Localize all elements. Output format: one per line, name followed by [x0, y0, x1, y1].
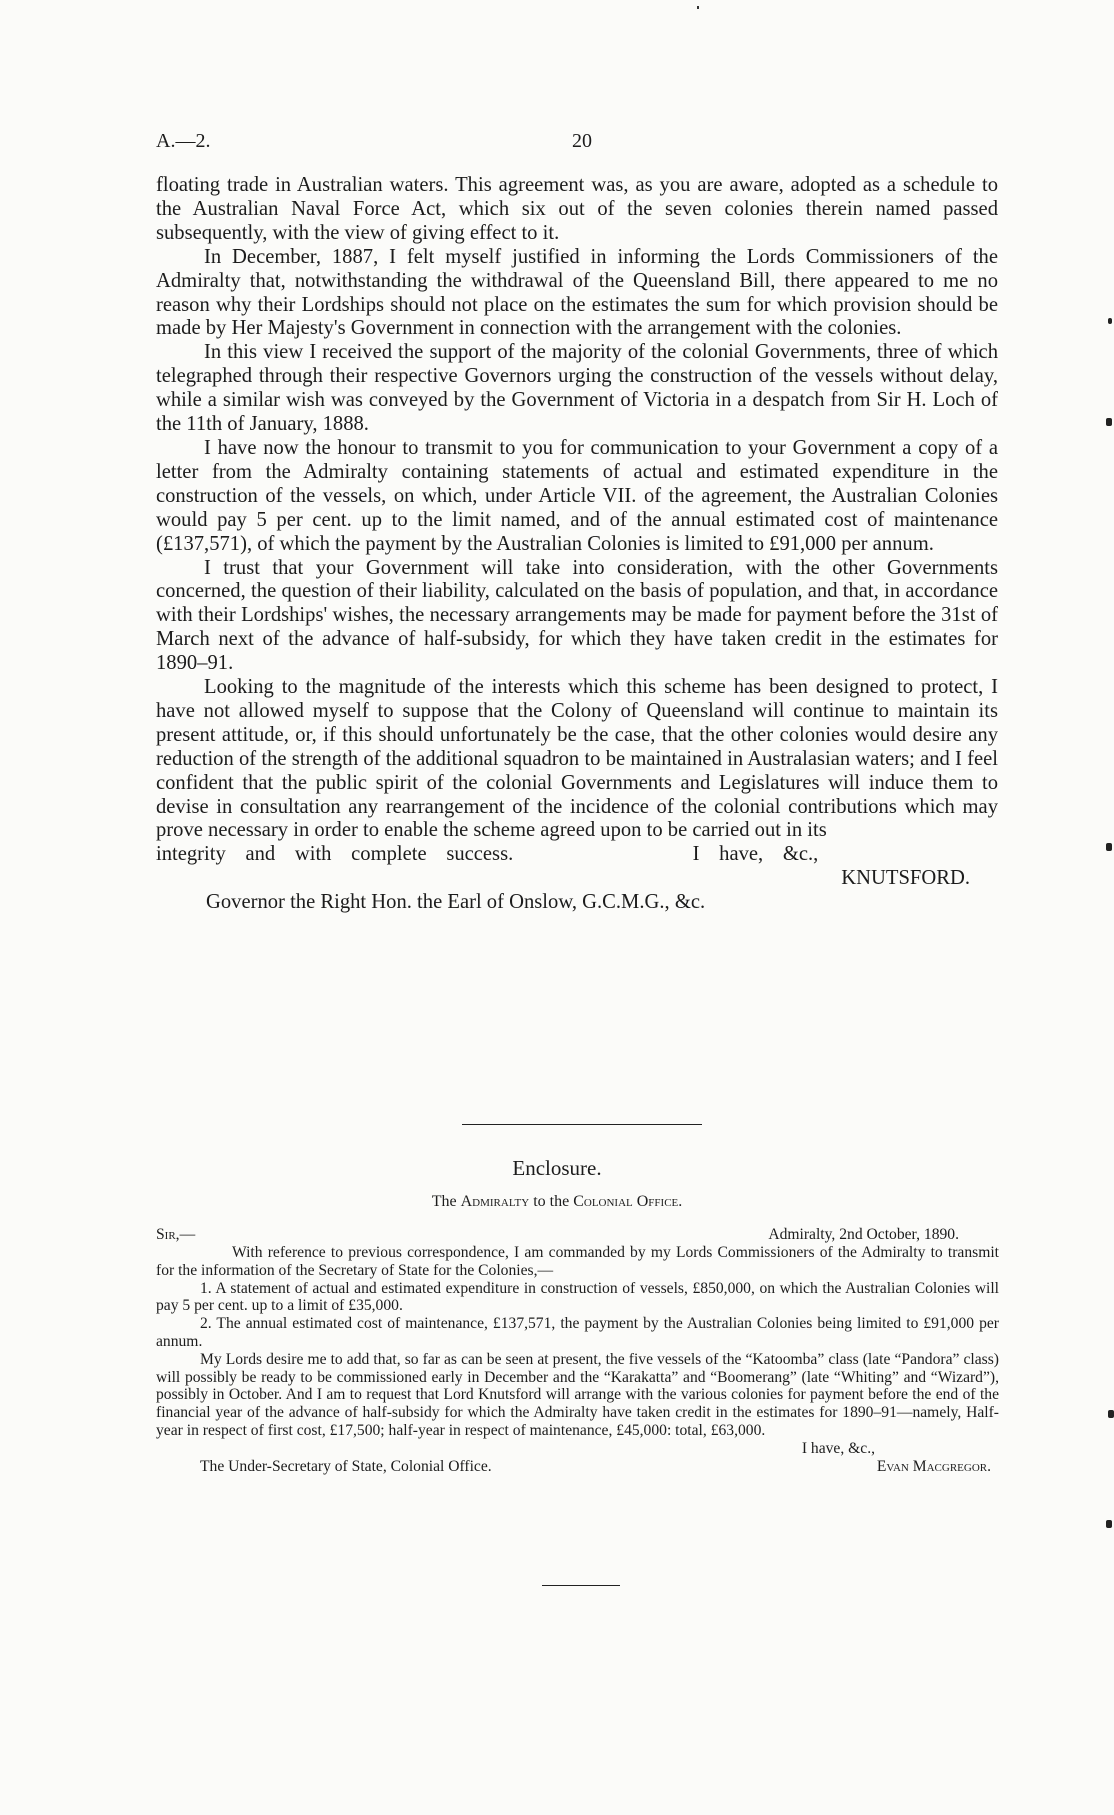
salutation-row — [156, 1226, 999, 1244]
despatch-body — [156, 174, 998, 915]
paragraph: I have now the honour to transmit to you for communication to your Government a copy of a letter from the Admiralty containing statements of actual and estimated expenditure in the construction of the vessels, on which, under Article VII. of the agreement, the Australian Colonies would pay 5 per cent. up to the limit named, and of the annual estimated cost of maintenance (£137,571), of which the payment by the Australian Colonies is limited to £91,000 per annum. — [156, 436, 998, 555]
scan-artifact — [697, 6, 699, 9]
letter-closing-phrase: I have, &c., — [801, 1439, 875, 1457]
closing-row — [156, 1440, 999, 1458]
page-number: 20 — [572, 130, 592, 152]
place-date: Admiralty, 2nd October, 1890. — [768, 1226, 959, 1243]
scan-artifact — [1106, 1520, 1112, 1528]
letter-item: 1. A statement of actual and estimated expenditure in construction of vessels, £850,000, on which the Australian Colonies will pay 5 per cent. up to a limit of £35,000. — [156, 1279, 999, 1315]
paper-reference: A.—2. — [156, 130, 211, 152]
letter-signature: Evan Macgregor. — [876, 1457, 991, 1475]
closing-line — [156, 843, 998, 867]
paragraph: In December, 1887, I felt myself justified in informing the Lords Commissioners of the Admiralty that, notwithstanding the withdrawal of the Queensland Bill, there appeared to me no reason why their Lordships should not place on the estimates the sum for which provision should be made by Her Majesty's Government in connection with the arrangement with the colonies. — [156, 245, 998, 340]
closing-text: integrity and with complete success. — [156, 843, 514, 866]
closing-phrase: I have, &c., — [692, 843, 819, 866]
scan-artifact — [1106, 418, 1112, 426]
subtitle-sender: Admiralty — [460, 1193, 530, 1210]
signature: KNUTSFORD. — [841, 867, 970, 890]
recipient-row — [156, 1458, 999, 1476]
scan-artifact — [1108, 1410, 1114, 1418]
section-divider — [462, 1124, 702, 1125]
letter-recipient: The Under-Secretary of State, Colonial Office. — [200, 1457, 492, 1475]
scan-artifact — [1106, 843, 1112, 851]
letter-paragraph: With reference to previous correspondence, I am commanded by my Lords Commissioners of the Admiralty to transmit for the information of the Secretary of State for the Colonies,— — [156, 1244, 999, 1279]
subtitle-the: The — [431, 1193, 457, 1210]
paragraph: I trust that your Government will take into consideration, with the other Governments concerned, the question of their liability, calculated on the basis of population, and that, in accordance with their Lordships' wishes, the necessary arrangements may be made for payment before the 31st of March next of the advance of half-subsidy, for which they have taken credit in the estimates for 1890–91. — [156, 556, 998, 675]
end-divider — [542, 1585, 620, 1586]
signature-row — [156, 867, 998, 891]
enclosure-letter — [156, 1226, 999, 1476]
letter-item: 2. The annual estimated cost of maintenance, £137,571, the payment by the Australian Colonies being limited to £91,000 per annum. — [156, 1315, 999, 1350]
paragraph: In this view I received the support of the majority of the colonial Governments, three of which telegraphed through their respective Governors urging the construction of the vessels without delay, while a similar wish was conveyed by the Government of Victoria in a despatch from Sir H. Loch of the 11th of January, 1888. — [156, 341, 998, 436]
paragraph: floating trade in Australian waters. This agreement was, as you are aware, adopted as a schedule to the Australian Naval Force Act, which six out of the seven colonies therein named passed subsequently, with the view of giving effect to it. — [156, 174, 998, 244]
scan-artifact — [1108, 318, 1112, 324]
paragraph: Looking to the magnitude of the interests which this scheme has been designed to protect, I have not allowed myself to suppose that the Colony of Queensland will continue to maintain its present attitude, or, if this should unfortunately be the case, that the other colonies would desire any reduction of the strength of the additional squadron to be maintained in Australasian waters; and I feel confident that the public spirit of the colonial Governments and Legislatures will induce them to devise in consultation any rearrangement of the incidence of the colonial contributions which may prove necessary in order to enable the scheme agreed upon to be carried out in its — [156, 676, 998, 842]
enclosure-subtitle — [0, 1193, 1114, 1211]
subtitle-to-word: to the — [533, 1193, 570, 1210]
enclosure-title: Enclosure. — [512, 1156, 602, 1180]
salutation: Sir,— — [156, 1226, 196, 1243]
letter-paragraph: My Lords desire me to add that, so far as can be seen at present, the five vessels of the “Katoomba” class (late “Pandora” class) will possibly be ready to be commissioned early in December and the “Karakatta” and “Boomerang” (late “Whiting” and “Wizard”), possibly in October. And I am to request that Lord Knutsford will arrange with the various colonies for payment before the end of the financial year of the advance of half-subsidy for which the Admiralty have taken credit in the estimates for 1890–91—namely, Half-year in respect of first cost, £17,500; half-year in respect of maintenance, £45,000: total, £63,000. — [156, 1350, 999, 1439]
addressee: Governor the Right Hon. the Earl of Onslow, G.C.M.G., &c. — [206, 891, 706, 914]
page-header — [156, 130, 996, 160]
subtitle-recipient: Colonial Office. — [573, 1193, 683, 1210]
